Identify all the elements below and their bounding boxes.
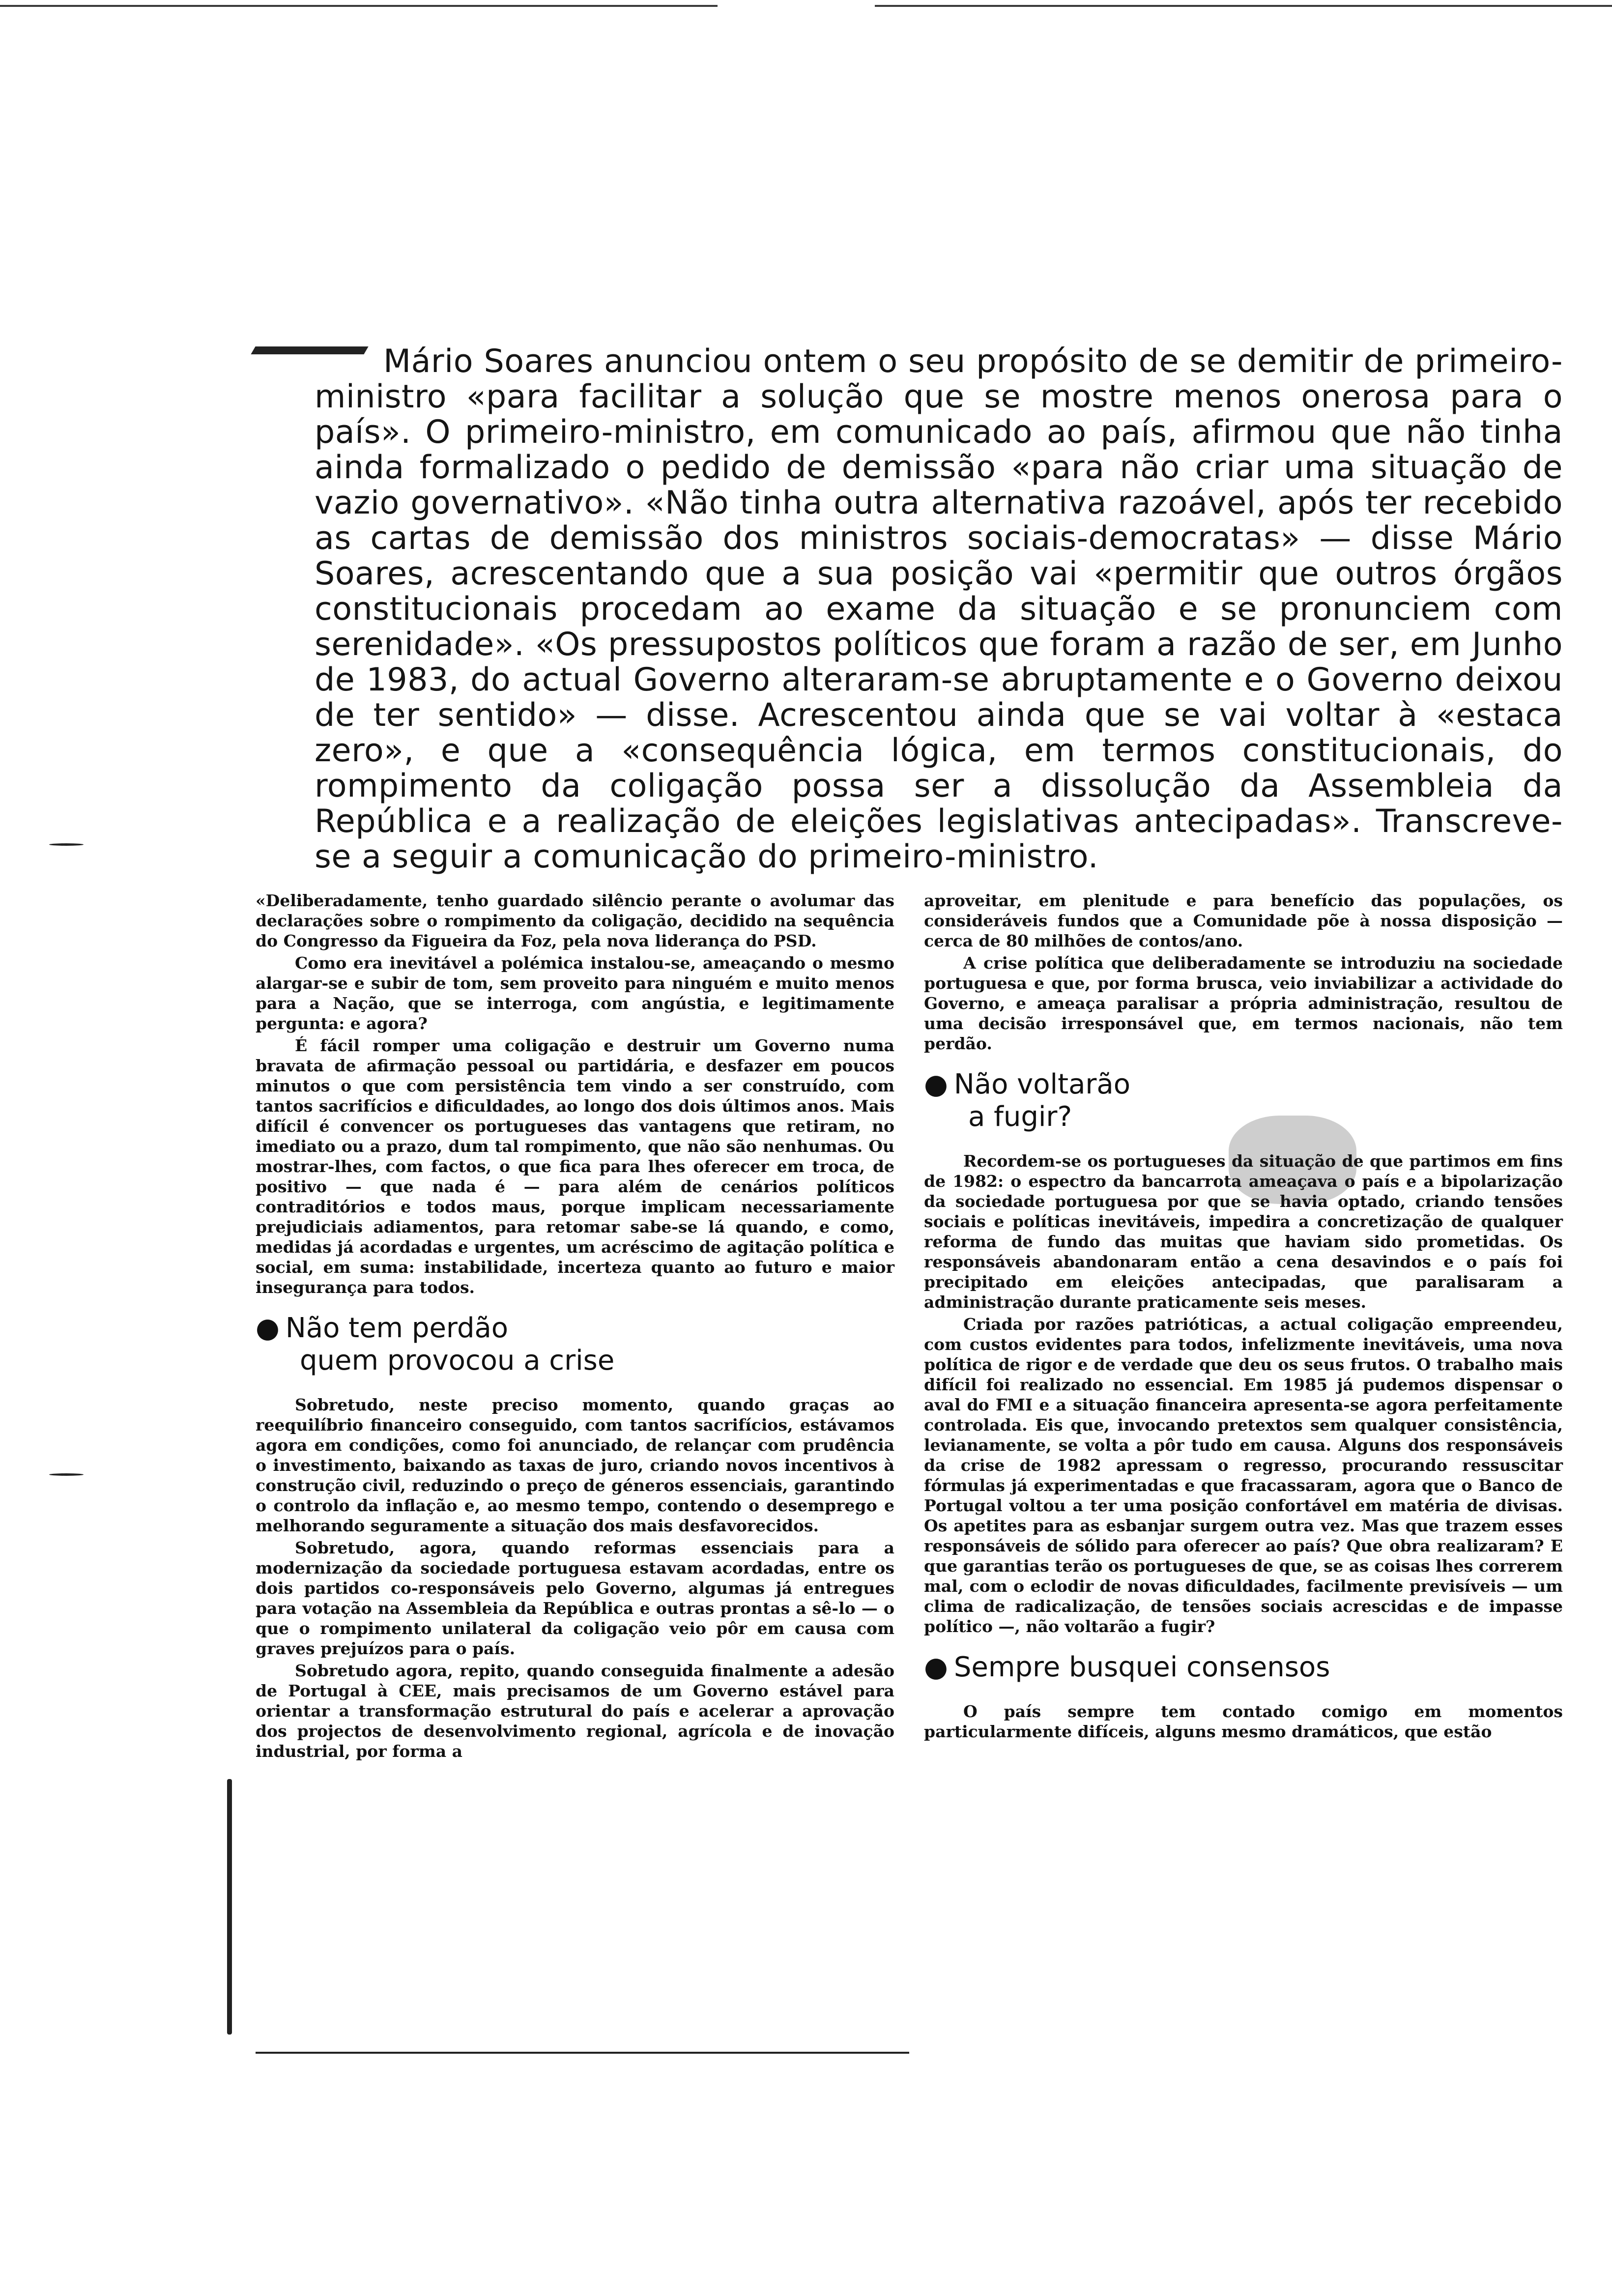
heading-line: Não tem perdão bbox=[285, 1312, 509, 1344]
scan-edge-line-left bbox=[0, 5, 718, 7]
section-heading-sempre-busquei bbox=[924, 1651, 1563, 1684]
article-column-right bbox=[924, 890, 1563, 1744]
body-paragraph: É fácil romper uma coligação e destruir um Governo numa bravata de afirmação pessoal ou partidária, e desfazer em poucos minutos o que com persistência tem vindo a ser construído, com tantos sacrifícios e dificuldades, ao longo dos dois últimos anos. Mais difícil é convencer os portugueses das vantagens que retiram, no imediato ou a prazo, dum tal rompimento, que não são nenhumas. Ou mostrar-lhes, com factos, o que fica para lhes oferecer em troca, de positivo — que nada é — para além de cenários políticos contraditórios e todos maus, porque implicam necessariamente prejudiciais adiamentos, para retomar sabe-se lá quando, e como, medidas já acordadas e urgentes, um acréscimo de agitação política e social, em suma: instabilidade, incerteza quanto ao futuro e maior insegurança para todos. bbox=[256, 1036, 894, 1297]
article-lead bbox=[315, 344, 1563, 875]
body-paragraph: aproveitar, em plenitude e para benefício das populações, os consideráveis fundos que a Comunidade põe à nossa disposição — cerca de 80 milhões de contos/ano. bbox=[924, 891, 1563, 950]
bullet-icon: ● bbox=[924, 1068, 948, 1100]
body-paragraph: Sobretudo, neste preciso momento, quando graças ao reequilíbrio financeiro conseguido, com tantos sacrifícios, estávamos agora em condições, como foi anunciado, de relançar com prudência o investimento, baixando as taxas de juro, criando novos incentivos à construção civil, reduzindo o preço de géneros essenciais, garantindo o controlo da inflação e, ao mesmo tempo, contendo o desemprego e melhorando seguramente a situação dos mais desfavorecidos. bbox=[256, 1395, 894, 1535]
heading-line: a fugir? bbox=[968, 1101, 1072, 1133]
bullet-icon: ● bbox=[924, 1651, 948, 1683]
punch-hole-mark-lower bbox=[49, 1473, 84, 1476]
heading-line: quem provocou a crise bbox=[300, 1345, 615, 1377]
body-paragraph: Sobretudo agora, repito, quando conseguida finalmente a adesão de Portugal à CEE, mais precisamos de um Governo estável para orientar a transformação estrutural do país e acelerar a aprovação dos projectos de desenvolvimento regional, agrícola e de inovação industrial, por forma a bbox=[256, 1661, 894, 1761]
clipping-bottom-edge bbox=[256, 2052, 909, 2054]
body-paragraph: Recordem-se os portugueses da situação de que partimos em fins de 1982: o espectro da bancarrota ameaçava o país e a bipolarização da sociedade portuguesa por que se havia optado, criando tensões sociais e políticas inevitáveis, impedira a concretização de qualquer reforma de fundo das muitas que haviam sido prometidas. Os responsáveis abandonaram então a cena desavindos e o país foi precipitado em eleições antecipadas, que paralisaram a administração durante praticamente seis meses. bbox=[924, 1151, 1563, 1312]
body-paragraph: O país sempre tem contado comigo em momentos particularmente difíceis, alguns mesmo dramáticos, que estão bbox=[924, 1702, 1563, 1741]
clipping-left-edge bbox=[227, 1779, 232, 2035]
body-paragraph: Sobretudo, agora, quando reformas essenciais para a modernização da sociedade portuguesa estavam acordadas, entre os dois partidos co-responsáveis pelo Governo, algumas já entregues para votação na Assembleia da República e outras prontas a sê-lo — o que o rompimento unilateral da coligação veio pôr em causa com graves prejuízos para o país. bbox=[256, 1538, 894, 1658]
body-paragraph: Como era inevitável a polémica instalou-se, ameaçando o mesmo alargar-se e subir de tom, sem proveito para ninguém e muito menos para a Nação, que se interroga, com angústia, e legitimamente pergunta: e agora? bbox=[256, 953, 894, 1033]
punch-hole-mark-upper bbox=[49, 843, 84, 846]
article-column-left bbox=[256, 890, 894, 1763]
heading-line: Não voltarão bbox=[953, 1068, 1130, 1100]
body-paragraph: A crise política que deliberadamente se introduziu na sociedade portuguesa e que, por forma brusca, veio inviabilizar a actividade do Governo, e ameaça paralisar a própria administração, resultou de uma decisão irresponsável que, em termos nacionais, não tem perdão. bbox=[924, 953, 1563, 1053]
body-paragraph: «Deliberadamente, tenho guardado silêncio perante o avolumar das declarações sobre o rompimento da coligação, decidido na sequência do Congresso da Figueira da Foz, pela nova liderança do PSD. bbox=[256, 891, 894, 950]
bullet-icon: ● bbox=[256, 1312, 280, 1344]
body-paragraph: Criada por razões patrióticas, a actual coligação empreendeu, com custos evidentes para todos, infelizmente inevitáveis, uma nova política de rigor e de verdade que deu os seus frutos. O trabalho mais difícil foi realizado no essencial. Em 1985 já pudemos dispensar o aval do FMI e a situação financeira apresenta-se agora perfeitamente controlada. Eis que, invocando pretextos sem qualquer consistência, levianamente, se volta a pôr tudo em causa. Alguns dos responsáveis da crise de 1982 apressam o regresso, procurando ressuscitar fórmulas já experimentadas e que fracassaram, agora que o Banco de Portugal voltou a ter uma posição confortável em matéria de divisas. Os apetites para as esbanjar surgem outra vez. Mas que trazem esses responsáveis de sólido para oferecer ao país? Que obra realizaram? E que garantias terão os portugueses de que, se as coisas lhes correrem mal, com o eclodir de novas dificuldades, facilmente previsíveis — um clima de radicalização, de tensões sociais acrescidas e de impasse político —, não voltarão a fugir? bbox=[924, 1315, 1563, 1636]
section-heading-nao-voltarao bbox=[924, 1068, 1563, 1133]
scan-edge-line-right bbox=[875, 5, 1612, 7]
heading-line: Sempre busquei consensos bbox=[953, 1651, 1330, 1683]
lead-paragraph: Mário Soares anunciou ontem o seu propósito de se demitir de primeiro-ministro «para facilitar a solução que se mostre menos onerosa para o país». O primeiro-ministro, em comunicado ao país, afirmou que não tinha ainda formalizado o pedido de demissão «para não criar uma situação de vazio governativo». «Não tinha outra alternativa razoável, após ter recebido as cartas de demissão dos ministros sociais-democratas» — disse Mário Soares, acrescentando que a sua posição vai «permitir que outros órgãos constitucionais procedam ao exame da situação e se pronunciem com serenidade». «Os pressupostos políticos que foram a razão de ser, em Junho de 1983, do actual Governo alteraram-se abruptamente e o Governo deixou de ter sentido» — disse. Acrescentou ainda que se vai voltar à «estaca zero», e que a «consequência lógica, em termos constitucionais, do rompimento da coligação possa ser a dissolução da Assembleia da República e a realização de eleições legislativas antecipadas». Transcreve-se a seguir a comunicação do primeiro-ministro. bbox=[315, 343, 1563, 875]
section-heading-nao-tem-perdao bbox=[256, 1312, 894, 1377]
